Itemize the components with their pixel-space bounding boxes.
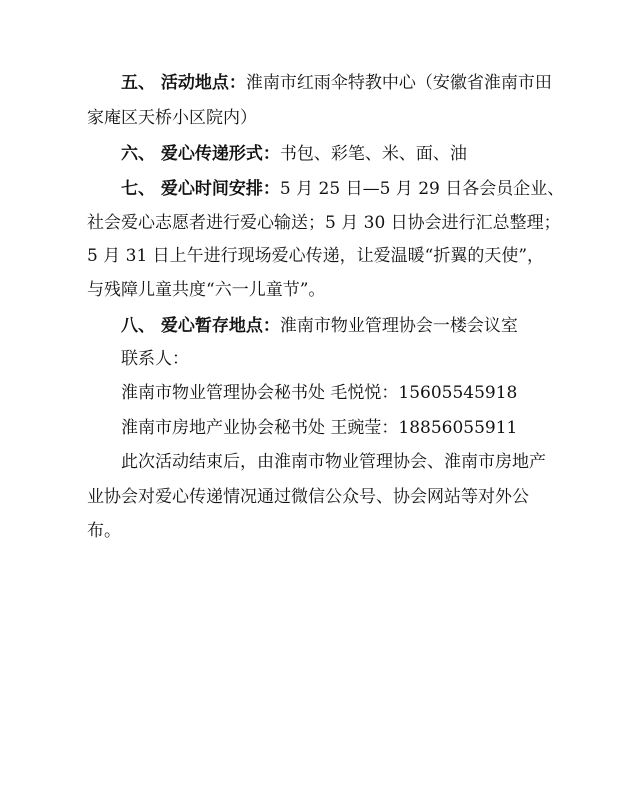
contact-2-line: [121, 417, 517, 439]
contacts-label-line: [121, 348, 189, 370]
section-7-heading: 七、 爱心时间安排：: [121, 179, 280, 199]
closing-text-line-1: 此次活动结束后，由淮南市物业管理协会、淮南市房地产: [121, 452, 546, 472]
section-7-line-3: [87, 245, 544, 267]
section-5-line-1: [121, 72, 552, 94]
contact-2: 淮南市房地产业协会秘书处 王豌莹：18856055911: [121, 418, 518, 438]
section-6-heading: 六、 爱心传递形式：: [121, 144, 280, 164]
closing-text-line-3: 布。: [87, 521, 121, 541]
section-7-text-line-3: 5 月 31 日上午进行现场爱心传递，让爱温暖“折翼的天使”，: [87, 246, 545, 266]
section-7-text-line-2: 社会爱心志愿者进行爱心输送；5 月 30 日协会进行汇总整理；: [87, 213, 561, 233]
section-7-text-line-1: 5 月 25 日—5 月 29 日各会员企业、: [279, 179, 565, 199]
section-6-text: 书包、彩笔、米、面、油: [279, 144, 467, 164]
contacts-label: 联系人：: [121, 349, 189, 369]
section-7-line-2: [87, 212, 561, 234]
section-6-line: [121, 143, 467, 165]
closing-line-3: [87, 520, 121, 542]
section-8-text: 淮南市物业管理协会一楼会议室: [279, 316, 518, 336]
section-7-line-1: [121, 178, 564, 200]
section-5-line-2: [87, 107, 257, 129]
closing-line-2: [87, 486, 529, 508]
contact-1-line: [121, 382, 517, 404]
section-8-line: [121, 315, 518, 337]
section-5-heading: 五、 活动地点：: [121, 73, 246, 93]
section-5-text-line-2: 家庵区天桥小区院内）: [87, 108, 257, 128]
closing-text-line-2: 业协会对爱心传递情况通过微信公众号、协会网站等对外公: [87, 487, 529, 507]
section-7-text-line-4: 与残障儿童共度“六一儿童节”。: [87, 280, 326, 300]
section-7-line-4: [87, 279, 325, 301]
closing-line-1: [121, 451, 546, 473]
contact-1: 淮南市物业管理协会秘书处 毛悦悦：15605545918: [121, 383, 518, 403]
section-5-text-line-1: 淮南市红雨伞特教中心（安徽省淮南市田: [245, 73, 552, 93]
section-8-heading: 八、 爱心暂存地点：: [121, 316, 280, 336]
